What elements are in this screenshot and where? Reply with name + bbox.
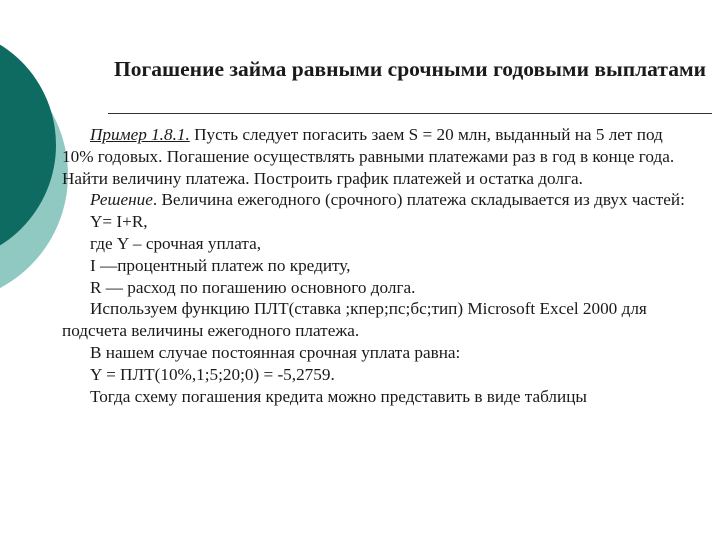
- def-r-line: R — расход по погашению основного долга.: [90, 277, 416, 297]
- case-note: В нашем случае постоянная срочная уплата равна:: [90, 342, 461, 362]
- example-paragraph: [62, 124, 694, 189]
- calc-line: Y = ПЛТ(10%,1;5;20;0) = -5,2759.: [90, 364, 335, 384]
- where-y-line: где Y – срочная уплата,: [90, 233, 262, 253]
- conclusion-line: Тогда схему погашения кредита можно представить в виде таблицы: [90, 386, 587, 406]
- solution-paragraph: [62, 189, 694, 211]
- formula-line: Y= I+R,: [90, 212, 148, 232]
- solution-label: Решение: [90, 190, 153, 210]
- def-i-line: I —процентный платеж по кредиту,: [90, 255, 351, 275]
- slide-title: Погашение займа равными срочными годовыми выплатами: [114, 57, 706, 81]
- solution-text: . Величина ежегодного (срочного) платежа складывается из двух частей:: [152, 190, 685, 210]
- example-label: Пример 1.8.1.: [90, 125, 190, 144]
- title-divider: [108, 113, 712, 114]
- slide-content: [62, 124, 694, 407]
- example-text: Пусть следует погасить заем S = 20 млн, выданный на 5 лет под 10% годовых. Погашение осуществлять равными платежами раз в год в конце года. Найти величину платежа. Построить график платежей и остатка долга.: [62, 125, 675, 188]
- excel-note: Используем функцию ПЛТ(ставка ;кпер;пс;бс;тип) Microsoft Excel 2000 для подсчета величины ежегодного платежа.: [62, 299, 647, 341]
